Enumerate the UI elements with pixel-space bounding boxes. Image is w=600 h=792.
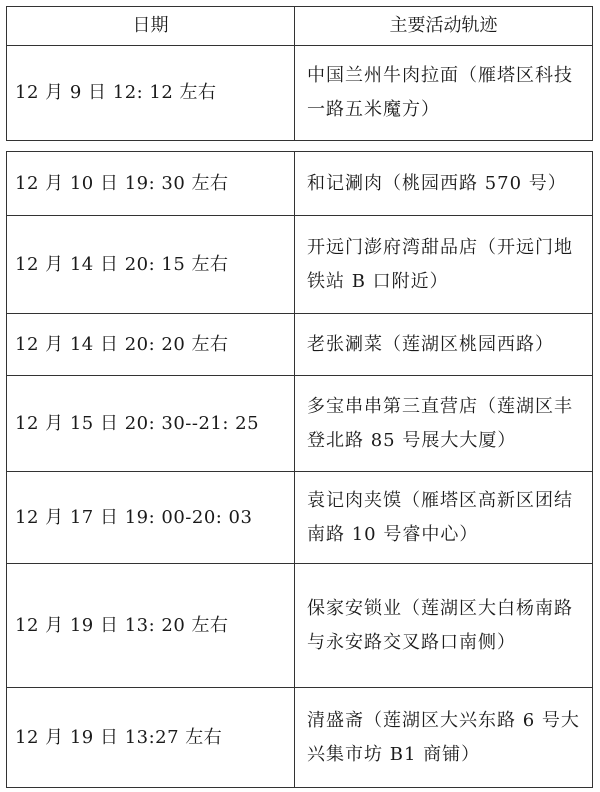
header-date: 日期 [7, 7, 295, 46]
trace-cell: 保家安锁业（莲湖区大白杨南路与永安路交叉路口南侧） [295, 564, 593, 688]
date-cell: 12 月 14 日 20: 20 左右 [7, 314, 295, 376]
table-row [7, 46, 593, 141]
table-row [7, 314, 593, 376]
trace-document [6, 6, 592, 788]
trace-cell: 袁记肉夹馍（雁塔区高新区团结南路 10 号睿中心） [295, 472, 593, 564]
trace-table-bottom [6, 151, 593, 788]
table-row [7, 216, 593, 314]
trace-cell: 多宝串串第三直营店（莲湖区丰登北路 85 号展大大厦） [295, 376, 593, 472]
table-row [7, 472, 593, 564]
trace-cell: 中国兰州牛肉拉面（雁塔区科技一路五米魔方） [295, 46, 593, 141]
trace-cell: 和记涮肉（桃园西路 570 号） [295, 152, 593, 216]
date-cell: 12 月 15 日 20: 30--21: 25 [7, 376, 295, 472]
date-cell: 12 月 14 日 20: 15 左右 [7, 216, 295, 314]
date-cell: 12 月 10 日 19: 30 左右 [7, 152, 295, 216]
header-trace: 主要活动轨迹 [295, 7, 593, 46]
table-row [7, 152, 593, 216]
header-row [7, 7, 593, 46]
table-row [7, 564, 593, 688]
date-cell: 12 月 19 日 13: 20 左右 [7, 564, 295, 688]
table-row [7, 376, 593, 472]
trace-table-top [6, 6, 593, 141]
date-cell: 12 月 19 日 13:27 左右 [7, 688, 295, 788]
trace-cell: 清盛斋（莲湖区大兴东路 6 号大兴集市坊 B1 商铺） [295, 688, 593, 788]
trace-cell: 老张涮菜（莲湖区桃园西路） [295, 314, 593, 376]
table-row [7, 688, 593, 788]
date-cell: 12 月 17 日 19: 00-20: 03 [7, 472, 295, 564]
date-cell: 12 月 9 日 12: 12 左右 [7, 46, 295, 141]
trace-cell: 开远门澎府湾甜品店（开远门地铁站 B 口附近） [295, 216, 593, 314]
